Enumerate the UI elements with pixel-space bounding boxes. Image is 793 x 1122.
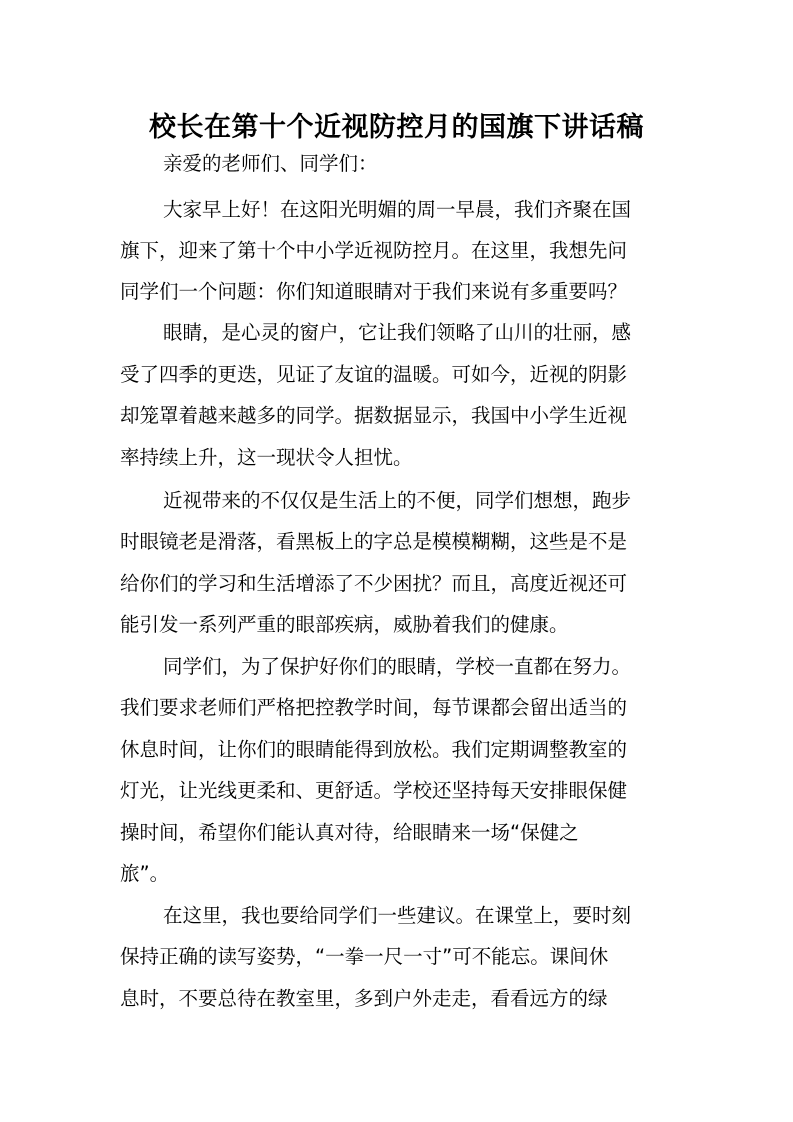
paragraph-3-line-2: 时眼镜老是滑落，看黑板上的字总是模模糊糊，这些是不是: [120, 530, 628, 553]
paragraph-3-line-1: 近视带来的不仅仅是生活上的不便，同学们想想，跑步: [163, 489, 632, 512]
paragraph-5-line-1: 在这里，我也要给同学们一些建议。在课堂上，要时刻: [163, 904, 632, 927]
paragraph-4-line-5: 操时间，希望你们能认真对待，给眼睛来一场“保健之: [120, 821, 579, 844]
paragraph-3-line-3: 给你们的学习和生活增添了不少困扰？而且，高度近视还可: [120, 572, 628, 595]
paragraph-3-line-4: 能引发一系列严重的眼部疾病，威胁着我们的健康。: [120, 613, 569, 636]
document-title: 校长在第十个近视防控月的国旗下讲话稿: [149, 112, 644, 143]
paragraph-4-line-4: 灯光，让光线更柔和、更舒适。学校还坚持每天安排眼保健: [120, 779, 628, 802]
paragraph-1-line-1: 大家早上好！在这阳光明媚的周一早晨，我们齐聚在国: [163, 198, 632, 221]
paragraph-2-line-3: 却笼罩着越来越多的同学。据数据显示，我国中小学生近视: [120, 404, 628, 427]
paragraph-2-line-1: 眼睛，是心灵的窗户，它让我们领略了山川的壮丽，感: [163, 321, 632, 344]
paragraph-5-line-2: 保持正确的读写姿势，“一拳一尺一寸”可不能忘。课间休: [120, 945, 609, 968]
paragraph-5-line-3: 息时，不要总待在教室里，多到户外走走，看看远方的绿: [120, 987, 608, 1010]
paragraph-4-line-2: 我们要求老师们严格把控教学时间，每节课都会留出适当的: [120, 696, 628, 719]
paragraph-4-line-6: 旅”。: [120, 862, 170, 885]
paragraph-2-line-2: 受了四季的更迭，见证了友谊的温暖。可如今，近视的阴影: [120, 363, 628, 386]
paragraph-1-line-2: 旗下，迎来了第十个中小学近视防控月。在这里，我想先问: [120, 239, 628, 262]
paragraph-2-line-4: 率持续上升，这一现状令人担忧。: [120, 446, 413, 469]
paragraph-4-line-3: 休息时间，让你们的眼睛能得到放松。我们定期调整教室的: [120, 738, 628, 761]
paragraph-1-line-3: 同学们一个问题：你们知道眼睛对于我们来说有多重要吗？: [120, 280, 628, 303]
salutation: 亲爱的老师们、同学们：: [163, 152, 378, 175]
paragraph-4-line-1: 同学们，为了保护好你们的眼睛，学校一直都在努力。: [163, 655, 632, 678]
